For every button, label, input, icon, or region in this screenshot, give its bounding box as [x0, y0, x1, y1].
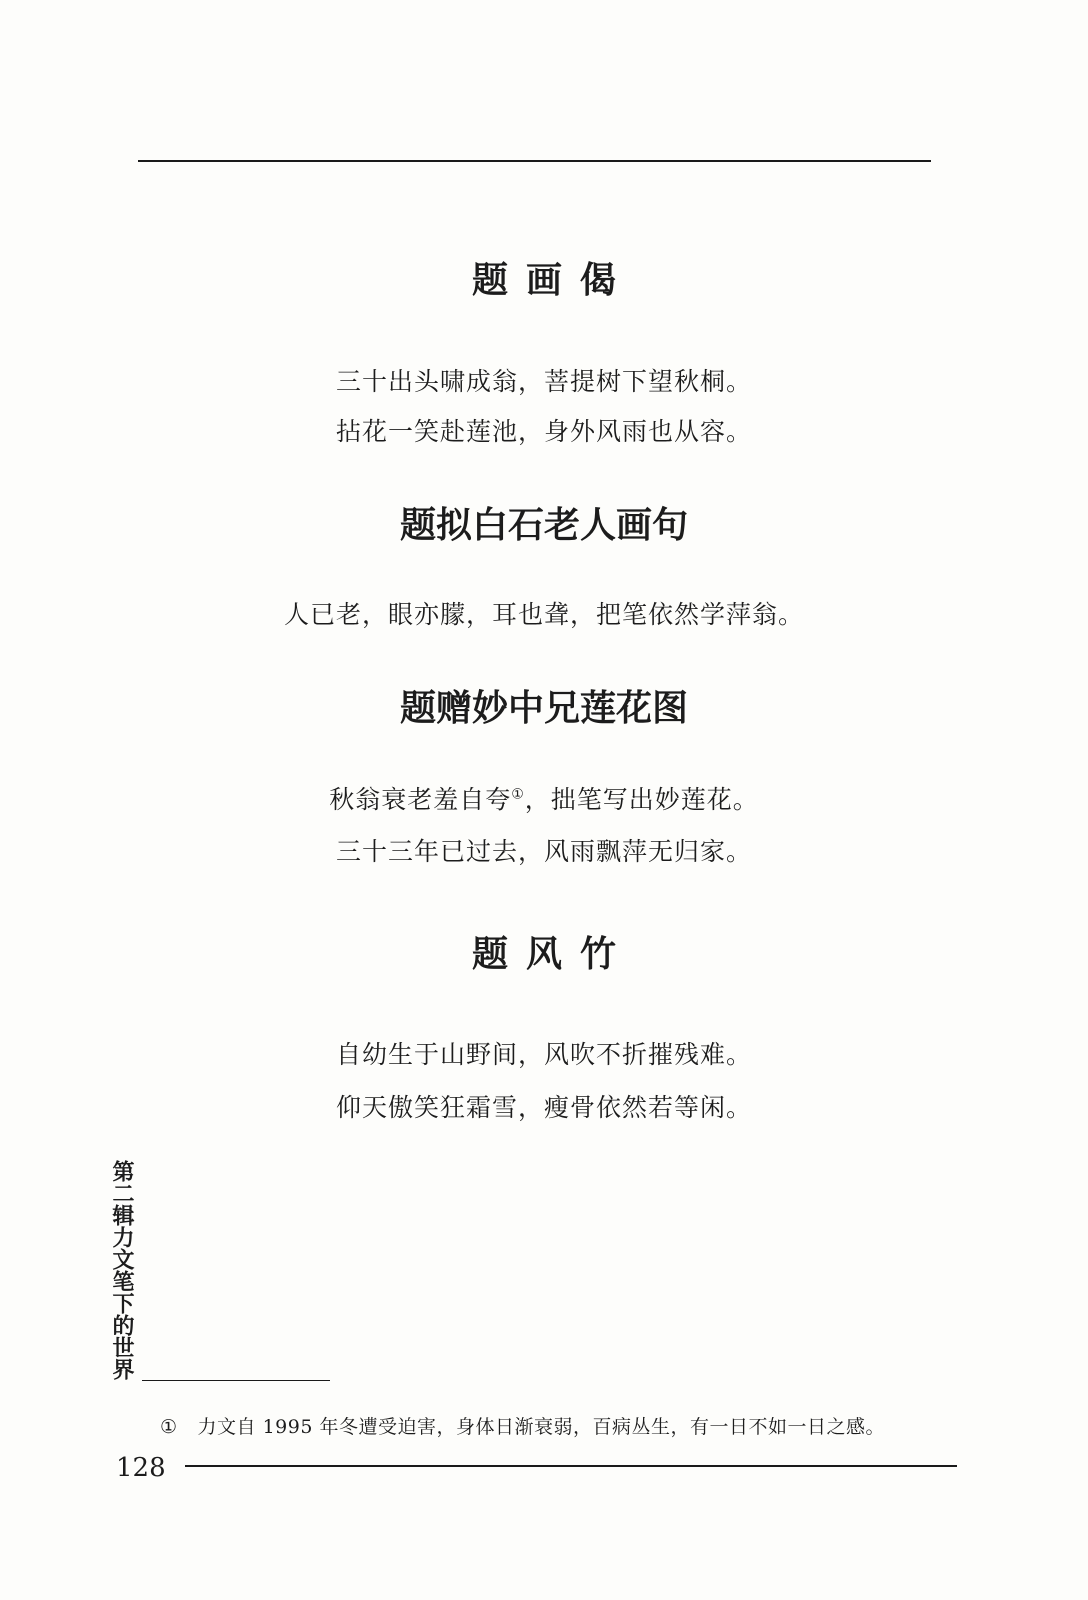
- section-name: 第二辑: [109, 1160, 134, 1226]
- section-side-label: [100, 1160, 134, 1380]
- poem-4-line-2: 仰天傲笑狂霜雪，瘦骨依然若等闲。: [335, 1093, 752, 1122]
- poem-3-line-2: 三十三年已过去，风雨飘萍无归家。: [335, 837, 752, 866]
- footer-rule: [185, 1465, 957, 1467]
- footnote-rule: [142, 1380, 330, 1381]
- poem-2-line-1: 人已老，眼亦朦，耳也聋，把笔依然学萍翁。: [283, 600, 804, 629]
- footnote-mark: ①: [160, 1416, 178, 1438]
- poem-3-line-1: [0, 780, 1088, 816]
- poem-1-line-2: 拈花一笑赴莲池，身外风雨也从容。: [335, 417, 752, 446]
- poem-title-1: 题画偈: [471, 260, 634, 301]
- poem-title-3: 题赠妙中兄莲花图: [399, 688, 688, 729]
- header-rule: [138, 160, 931, 162]
- poem-3-line-1-rest: ，拙笔写出妙莲花。: [524, 785, 759, 814]
- footnote-reference: ①: [511, 786, 525, 803]
- poem-3-line-1-text: 秋翁衰老羞自夸: [329, 785, 512, 814]
- poem-4-line-1: 自幼生于山野间，风吹不折摧残难。: [335, 1040, 752, 1069]
- poem-title-2: 题拟白石老人画句: [399, 505, 688, 546]
- poem-1-line-1: 三十出头啸成翁，菩提树下望秋桐。: [335, 367, 752, 396]
- page-number: 128: [116, 1453, 166, 1483]
- book-title: 力文笔下的世界: [109, 1226, 134, 1380]
- footnote: [160, 1412, 885, 1439]
- poem-title-4: 题风竹: [471, 934, 634, 975]
- footnote-text: 力文自 1995 年冬遭受迫害，身体日渐衰弱，百病丛生，有一日不如一日之感。: [197, 1416, 885, 1438]
